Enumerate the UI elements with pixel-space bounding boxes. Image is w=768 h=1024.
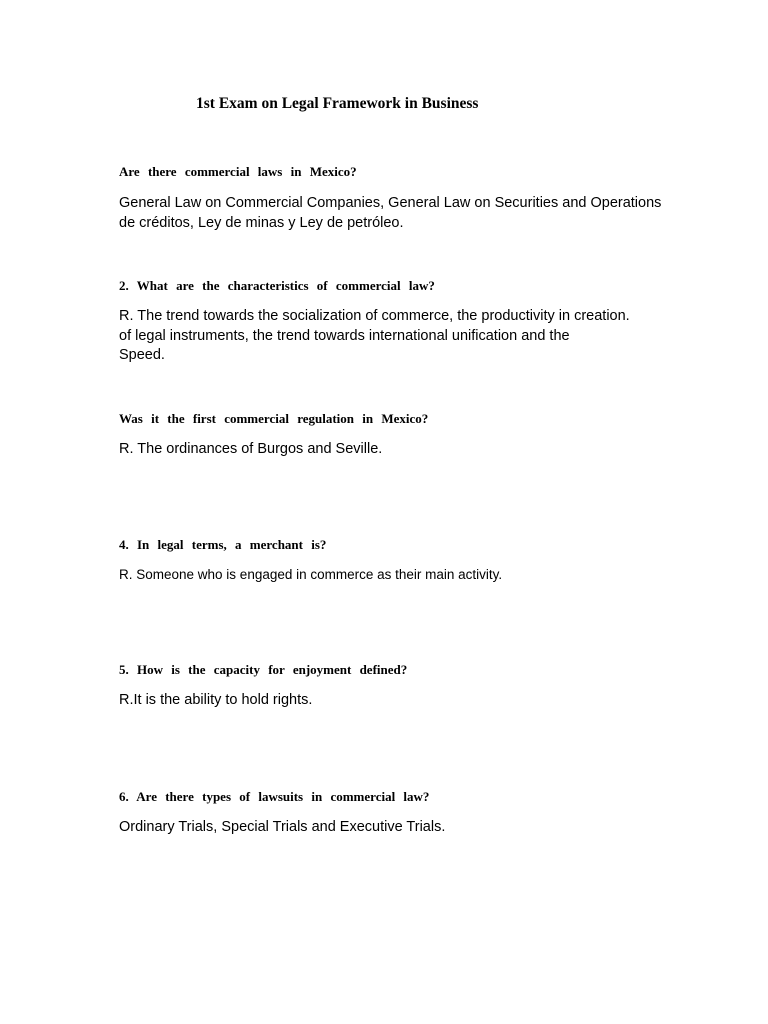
answer-5-line-1: R.It is the ability to hold rights.	[119, 692, 313, 708]
answer-2-line-3: Speed.	[119, 347, 165, 363]
answer-4-line-1: R. Someone who is engaged in commerce as their main activity.	[119, 567, 503, 582]
answer-2-line-2: of legal instruments, the trend towards international unification and the	[119, 327, 570, 344]
answer-6	[119, 818, 445, 838]
answer-4	[119, 565, 502, 585]
question-2: 2. What are the characteristics of commercial law?	[119, 278, 435, 293]
answer-6-line-1: Ordinary Trials, Special Trials and Executive Trials.	[119, 819, 446, 835]
question-6: 6. Are there types of lawsuits in commercial law?	[119, 789, 430, 804]
answer-3	[119, 440, 382, 460]
question-4: 4. In legal terms, a merchant is?	[119, 537, 327, 552]
answer-2-line-1: R. The trend towards the socialization of commerce, the productivity in creation.	[119, 308, 630, 324]
answer-2	[119, 307, 630, 366]
answer-1-line-1: General Law on Commercial Companies, General Law on Securities and Operations	[119, 195, 662, 211]
answer-3-line-1: R. The ordinances of Burgos and Seville.	[119, 441, 383, 457]
answer-1-line-2: de créditos, Ley de minas y Ley de petróleo.	[119, 214, 404, 231]
document-title: 1st Exam on Legal Framework in Business	[196, 95, 479, 112]
question-1: Are there commercial laws in Mexico?	[119, 164, 357, 179]
question-5: 5. How is the capacity for enjoyment defined?	[119, 662, 408, 677]
question-3: Was it the first commercial regulation in Mexico?	[119, 411, 429, 426]
answer-1	[119, 194, 661, 233]
answer-5	[119, 691, 312, 711]
